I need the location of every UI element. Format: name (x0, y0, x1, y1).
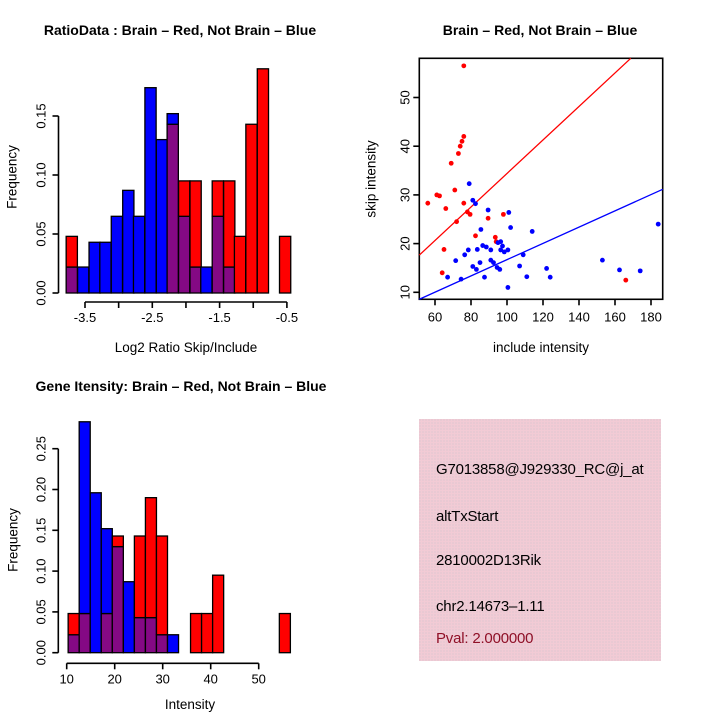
blue-data-point (488, 248, 493, 253)
red-data-point (460, 139, 465, 144)
x-tick-label: 40 (203, 671, 218, 687)
blue-data-point (508, 225, 513, 230)
x-tick-label: 80 (463, 309, 479, 325)
red-data-point (452, 188, 457, 193)
red-data-point (468, 212, 473, 217)
blue-data-point (530, 229, 535, 234)
x-tick-label: 180 (640, 309, 662, 325)
hist-bar (66, 236, 77, 267)
hist-bar (68, 614, 79, 635)
hist-bar-overlap (101, 614, 112, 653)
ratio-hist-xlabel: Log2 Ratio Skip/Include (114, 340, 258, 355)
scatter-title: Brain – Red, Not Brain – Blue (442, 22, 638, 38)
y-tick-label: 0.20 (33, 476, 49, 503)
blue-data-point (506, 210, 511, 215)
hist-bar-overlap (134, 618, 145, 653)
hist-bar (190, 181, 201, 267)
blue-data-point (506, 285, 511, 290)
hist-bar (133, 216, 144, 293)
blue-regression-line (419, 189, 662, 299)
x-tick-label: 140 (568, 309, 590, 325)
ratio-hist-title: RatioData : Brain – Red, Not Brain – Blue (43, 22, 317, 38)
hist-bar (224, 181, 235, 267)
red-data-point (443, 206, 448, 211)
blue-data-point (475, 247, 480, 252)
blue-data-point (491, 260, 496, 265)
y-tick-label: 0.10 (33, 162, 49, 188)
blue-data-point (656, 222, 661, 227)
hist-bar (156, 536, 167, 635)
blue-data-point (453, 258, 458, 263)
y-tick-label: 0.05 (33, 599, 49, 625)
chromosome-location-text: chr2.14673–1.11 (436, 598, 545, 615)
blue-data-point (497, 267, 502, 272)
blue-data-point (445, 275, 450, 280)
ratio-histogram-panel (34, 69, 299, 325)
hist-bar-overlap (68, 635, 79, 653)
blue-data-point (617, 267, 622, 272)
y-tick-label: 50 (397, 90, 413, 105)
hist-bar (112, 536, 123, 547)
x-tick-label: 10 (59, 671, 74, 687)
x-tick-label: -3.5 (73, 310, 97, 325)
red-data-point (473, 233, 478, 238)
hist-bar-overlap (179, 216, 190, 293)
blue-data-point (467, 181, 472, 186)
hist-bar (279, 236, 290, 293)
y-tick-label: 20 (397, 236, 413, 251)
hist-bar (145, 88, 156, 293)
blue-data-point (600, 258, 605, 263)
red-data-point (486, 216, 491, 221)
blue-data-point (459, 277, 464, 282)
x-tick-label: 50 (251, 671, 266, 687)
red-data-point (461, 134, 466, 139)
y-tick-label: 0.00 (33, 640, 49, 666)
scatter-ylabel: skip intensity (363, 140, 379, 218)
hist-bar-overlap (224, 267, 235, 293)
blue-data-point (484, 245, 489, 250)
hist-bar (212, 181, 223, 216)
red-data-point (623, 278, 628, 283)
hist-bar (134, 536, 145, 618)
blue-data-point (474, 267, 479, 272)
x-tick-label: 120 (532, 309, 554, 325)
hist-bar (79, 422, 90, 614)
gene-hist-xlabel: Intensity (164, 697, 216, 712)
hist-bar (279, 614, 290, 653)
y-tick-label: 0.10 (33, 558, 49, 584)
hist-bar (191, 614, 202, 653)
hist-bar (123, 190, 134, 293)
y-tick-label: 0.15 (33, 103, 49, 129)
hist-bar (78, 267, 89, 293)
blue-data-point (544, 266, 549, 271)
x-tick-label: -0.5 (275, 310, 299, 325)
blue-data-point (524, 274, 529, 279)
event-type-text: altTxStart (436, 508, 499, 525)
red-data-point (461, 63, 466, 68)
y-tick-label: 30 (397, 187, 413, 203)
blue-data-point (466, 248, 471, 253)
y-tick-label: 0.00 (33, 280, 49, 306)
hist-bar (257, 69, 268, 293)
gene-name-text: 2810002D13Rik (436, 552, 541, 569)
hist-bar (179, 181, 190, 216)
plot-box (419, 58, 662, 299)
red-data-point (458, 144, 463, 149)
hist-bar (145, 498, 156, 618)
hist-bar (234, 236, 245, 293)
gene-intensity-histogram-panel (33, 422, 290, 687)
hist-bar (202, 614, 213, 653)
hist-bar (246, 124, 257, 293)
y-tick-label: 0.15 (33, 517, 49, 543)
hist-bar (167, 114, 178, 125)
blue-data-point (638, 268, 643, 273)
hist-bar (123, 582, 134, 653)
y-tick-label: 40 (397, 138, 413, 154)
red-data-point (461, 201, 466, 206)
scatter-xlabel: include intensity (492, 340, 590, 355)
red-data-point (501, 212, 506, 217)
x-tick-label: 20 (107, 671, 122, 687)
blue-data-point (521, 252, 526, 257)
hist-bar (156, 140, 167, 293)
blue-data-point (482, 275, 487, 280)
x-tick-label: -1.5 (208, 310, 231, 325)
y-tick-label: 0.05 (33, 221, 49, 247)
red-data-point (425, 201, 430, 206)
hist-bar (90, 493, 101, 653)
gene-info-box (419, 419, 661, 661)
x-tick-label: -2.5 (141, 310, 164, 325)
hist-bar (89, 242, 100, 293)
red-data-point (440, 270, 445, 275)
probe-id-text: G7013858@J929330_RC@j_at (436, 461, 644, 478)
hist-bar-overlap (112, 547, 123, 653)
red-data-point (442, 247, 447, 252)
x-tick-label: 100 (496, 309, 518, 325)
blue-data-point (462, 252, 467, 257)
red-data-point (449, 161, 454, 166)
x-tick-label: 30 (155, 671, 170, 687)
hist-bar-overlap (212, 216, 223, 293)
hist-bar-overlap (190, 267, 201, 293)
y-tick-label: 10 (397, 285, 413, 300)
hist-bar-overlap (156, 635, 167, 653)
red-data-point (456, 151, 461, 156)
hist-bar (201, 267, 212, 293)
hist-bar (213, 575, 224, 653)
hist-bar (101, 529, 112, 614)
blue-data-point (473, 201, 478, 206)
red-data-point (493, 235, 498, 240)
blue-data-point (517, 264, 522, 269)
hist-bar-overlap (79, 614, 90, 653)
intensity-scatter-panel (397, 58, 662, 324)
ratio-hist-ylabel: Frequency (4, 145, 20, 209)
hist-bar (100, 242, 111, 293)
red-regression-line (419, 58, 630, 255)
blue-data-point (478, 260, 483, 265)
blue-data-point (506, 248, 511, 253)
blue-data-point (479, 227, 484, 232)
blue-data-point (548, 275, 553, 280)
red-data-point (437, 193, 442, 198)
gene-hist-ylabel: Frequency (5, 508, 21, 572)
hist-bar (111, 216, 122, 293)
x-tick-label: 160 (604, 309, 626, 325)
hist-bar-overlap (167, 124, 178, 293)
blue-data-point (486, 208, 491, 213)
hist-bar (168, 635, 179, 653)
gene-hist-title: Gene Itensity: Brain – Red, Not Brain – Blue (35, 378, 327, 394)
hist-bar-overlap (145, 618, 156, 653)
red-data-point (454, 219, 459, 224)
hist-bar-overlap (66, 267, 77, 293)
blue-data-point (498, 239, 503, 244)
y-tick-label: 0.25 (33, 436, 49, 462)
pval-text: Pval: 2.000000 (436, 630, 534, 647)
x-tick-label: 60 (427, 309, 443, 325)
